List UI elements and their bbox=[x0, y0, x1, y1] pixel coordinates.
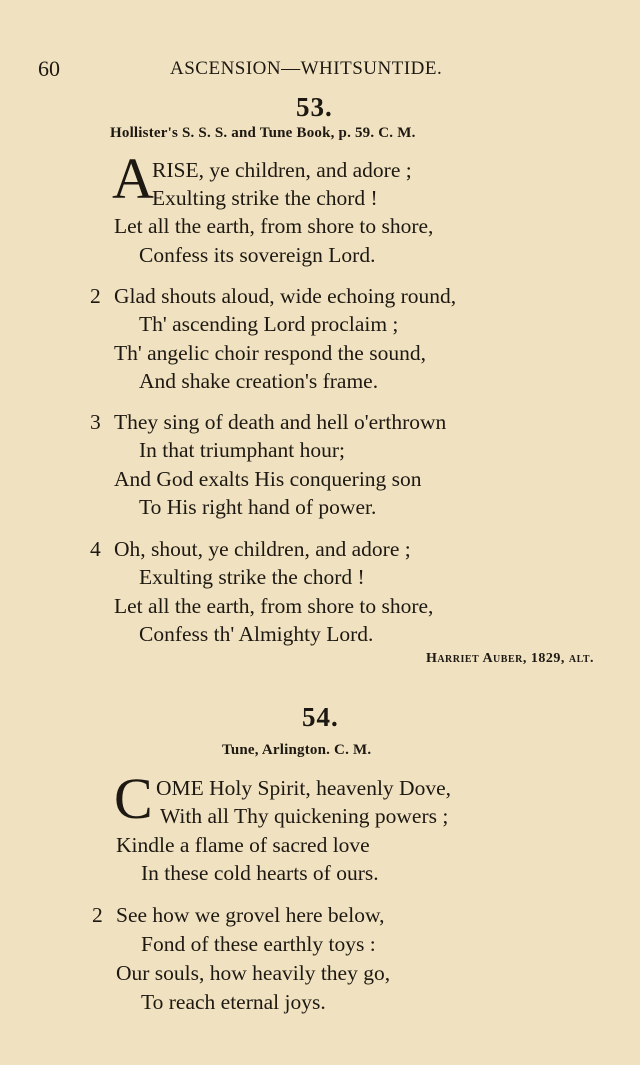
verse-number: 2 bbox=[90, 284, 101, 308]
verse-number: 4 bbox=[90, 537, 101, 561]
verse-line: Let all the earth, from shore to shore, bbox=[114, 594, 434, 618]
verse-number: 3 bbox=[90, 410, 101, 434]
hymn-author: Harriet Auber, 1829, alt. bbox=[425, 651, 594, 666]
verse-line: Exulting strike the chord ! bbox=[152, 186, 378, 210]
verse-line: Oh, shout, ye children, and adore ; bbox=[114, 537, 411, 561]
verse-line: Kindle a flame of sacred love bbox=[116, 833, 370, 857]
verse-line: OME Holy Spirit, heavenly Dove, bbox=[156, 776, 451, 800]
verse-line: Our souls, how heavily they go, bbox=[116, 961, 391, 985]
verse-line: Let all the earth, from shore to shore, bbox=[114, 214, 434, 238]
verse-line: To His right hand of power. bbox=[139, 495, 377, 519]
verse-line: To reach eternal joys. bbox=[141, 990, 326, 1014]
hymn-number: 54. bbox=[302, 702, 339, 732]
verse-line: See how we grovel here below, bbox=[116, 903, 385, 927]
drop-cap: A bbox=[112, 146, 154, 211]
hymn-source: Tune, Arlington. C. M. bbox=[222, 742, 372, 758]
verse-line: In that triumphant hour; bbox=[139, 438, 346, 462]
verse-line: Confess th' Almighty Lord. bbox=[139, 622, 374, 646]
verse-number: 2 bbox=[92, 903, 103, 927]
verse-line: And shake creation's frame. bbox=[139, 369, 379, 393]
verse-line: Th' angelic choir respond the sound, bbox=[114, 341, 426, 365]
verse-line: RISE, ye children, and adore ; bbox=[152, 158, 412, 182]
verse-line: With all Thy quickening powers ; bbox=[160, 804, 449, 828]
verse-line: Fond of these earthly toys : bbox=[141, 932, 376, 956]
verse-line: They sing of death and hell o'erthrown bbox=[114, 410, 447, 434]
verse-line: And God exalts His conquering son bbox=[114, 467, 422, 491]
drop-cap: C bbox=[114, 766, 153, 831]
verse-line: Exulting strike the chord ! bbox=[139, 565, 365, 589]
hymn-source: Hollister's S. S. S. and Tune Book, p. 59. C. M. bbox=[110, 125, 416, 141]
page-number: 60 bbox=[38, 56, 60, 81]
verse-line: In these cold hearts of ours. bbox=[141, 861, 379, 885]
verse-line: Glad shouts aloud, wide echoing round, bbox=[114, 284, 457, 308]
verse-line: Th' ascending Lord proclaim ; bbox=[139, 312, 399, 336]
verse-line: Confess its sovereign Lord. bbox=[139, 243, 376, 267]
hymn-number: 53. bbox=[296, 92, 333, 122]
running-head: ASCENSION—WHITSUNTIDE. bbox=[170, 58, 443, 79]
